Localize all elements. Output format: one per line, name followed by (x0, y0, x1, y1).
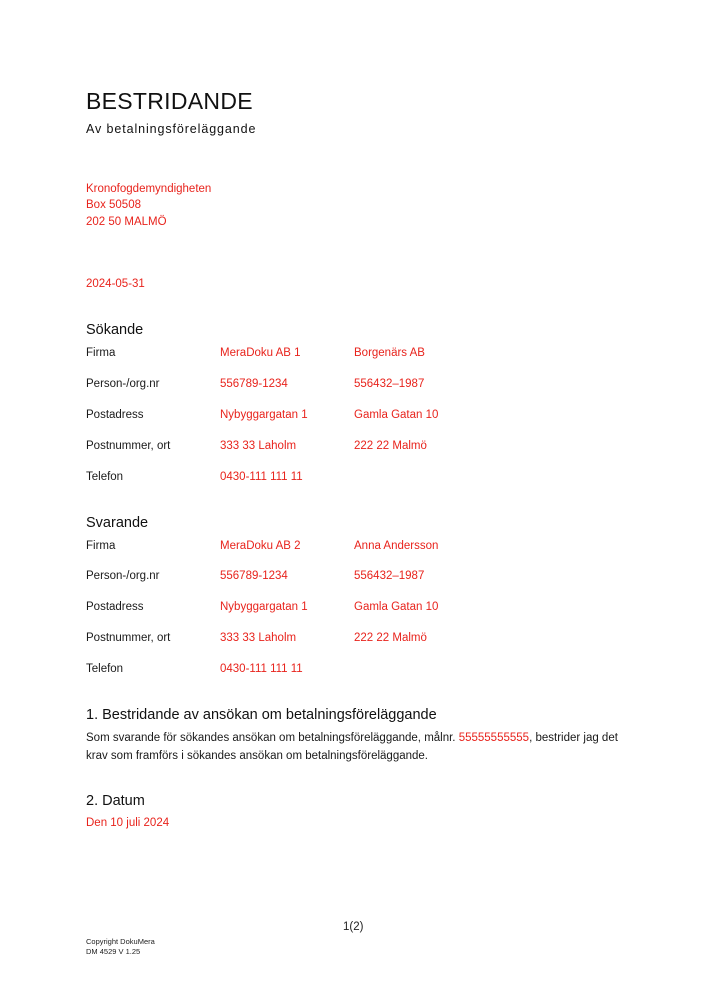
sokande-row-firma (86, 347, 606, 361)
row-label: Person-/org.nr (86, 570, 160, 582)
footer-copyright: Copyright DokuMera (86, 937, 155, 946)
sokande-row-orgnr (86, 378, 606, 392)
signing-date: Den 10 juli 2024 (86, 817, 170, 829)
svarande-row-postnummer (86, 632, 606, 646)
row-value-1: Nybyggargatan 1 (220, 409, 308, 421)
row-value-1: MeraDoku AB 2 (220, 540, 301, 552)
row-label: Telefon (86, 663, 124, 675)
sokande-row-postnummer (86, 440, 606, 454)
row-label: Postadress (86, 409, 144, 421)
footer-version: DM 4529 V 1.25 (86, 947, 141, 956)
svarande-row-postadress (86, 601, 606, 615)
row-value-2: Borgenärs AB (354, 347, 425, 359)
document-title: BESTRIDANDE (86, 88, 253, 114)
row-value-1: MeraDoku AB 1 (220, 347, 301, 359)
row-value-2: 556432–1987 (354, 378, 425, 390)
recipient-box: Box 50508 (86, 199, 141, 211)
sokande-row-postadress (86, 409, 606, 423)
section-1-heading: 1. Bestridande av ansökan om betalningsföreläggande (86, 707, 437, 723)
svarande-row-orgnr (86, 570, 606, 584)
page-number: 1(2) (343, 921, 364, 933)
section-1-paragraph (86, 729, 636, 765)
sokande-heading: Sökande (86, 322, 144, 338)
document-subtitle: Av betalningsföreläggande (86, 122, 257, 136)
row-value-2: Gamla Gatan 10 (354, 601, 439, 613)
row-value-1: Nybyggargatan 1 (220, 601, 308, 613)
row-value-1: 556789-1234 (220, 378, 288, 390)
row-label: Postadress (86, 601, 144, 613)
row-value-2: 556432–1987 (354, 570, 425, 582)
row-label: Postnummer, ort (86, 440, 171, 452)
svarande-heading: Svarande (86, 515, 149, 531)
svarande-row-telefon (86, 663, 606, 677)
paragraph-text-end: , bestrider jag det krav som framförs i sökandes ansökan om betalningsföreläggande. (86, 732, 618, 762)
row-label: Person-/org.nr (86, 378, 160, 390)
document-date: 2024-05-31 (86, 278, 145, 290)
row-value-1: 333 33 Laholm (220, 440, 297, 452)
svarande-row-firma (86, 540, 606, 554)
row-label: Postnummer, ort (86, 632, 171, 644)
row-label: Firma (86, 347, 116, 359)
sokande-row-telefon (86, 471, 606, 485)
recipient-city: 202 50 MALMÖ (86, 216, 167, 228)
row-label: Telefon (86, 471, 124, 483)
row-label: Firma (86, 540, 116, 552)
row-value-1: 333 33 Laholm (220, 632, 297, 644)
section-2-heading: 2. Datum (86, 793, 145, 809)
row-value-2: 222 22 Malmö (354, 440, 427, 452)
paragraph-text-start: Som svarande för sökandes ansökan om betalningsföreläggande, målnr. (86, 732, 459, 744)
row-value-2: Gamla Gatan 10 (354, 409, 439, 421)
row-value-2: Anna Andersson (354, 540, 439, 552)
row-value-2: 222 22 Malmö (354, 632, 427, 644)
recipient-name: Kronofogdemyndigheten (86, 183, 212, 195)
row-value-1: 0430-111 111 11 (220, 471, 303, 483)
row-value-1: 0430-111 111 11 (220, 663, 303, 675)
case-number: 55555555555 (458, 732, 530, 744)
row-value-1: 556789-1234 (220, 570, 288, 582)
